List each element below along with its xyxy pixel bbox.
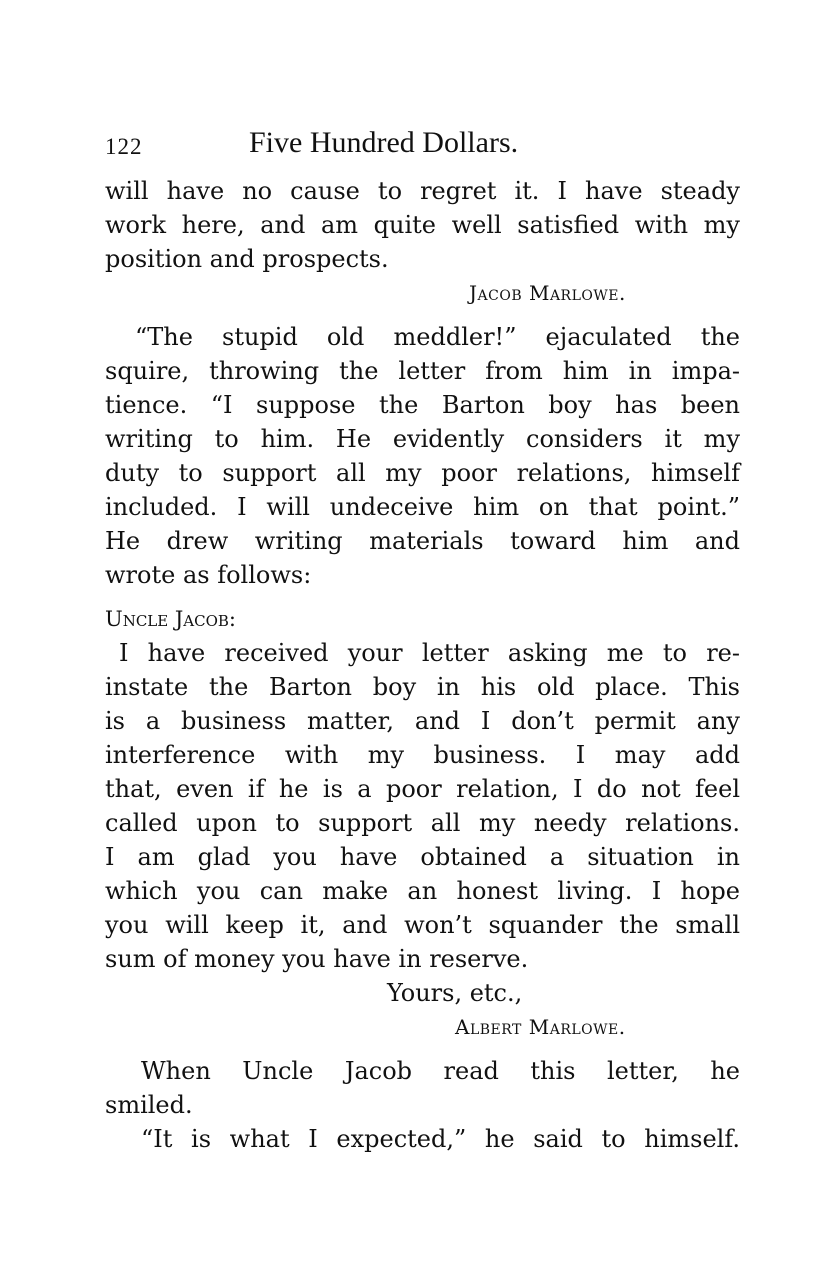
letter-salutation: Uncle Jacob: bbox=[105, 607, 237, 631]
text-line: “The stupid old meddler!” ejaculated the bbox=[135, 323, 740, 351]
text-line: wrote as follows: bbox=[105, 561, 312, 589]
book-page bbox=[105, 126, 740, 1156]
page-number: 122 bbox=[105, 134, 143, 159]
text-line: work here, and am quite well satisfied with my bbox=[105, 211, 740, 239]
text-line: squire, throwing the letter from him in impa- bbox=[105, 357, 740, 385]
text-line: instate the Barton boy in his old place. This bbox=[105, 673, 740, 701]
text-line: I am glad you have obtained a situation in bbox=[105, 843, 740, 871]
text-line: I have received your letter asking me to re- bbox=[119, 639, 740, 667]
letter-two bbox=[105, 602, 740, 1044]
running-title: Five Hundred Dollars. bbox=[249, 126, 519, 159]
page-header bbox=[105, 126, 740, 174]
text-line: smiled. bbox=[105, 1091, 193, 1119]
text-line: When Uncle Jacob read this letter, he bbox=[141, 1057, 740, 1085]
letter-closing: Yours, etc., bbox=[387, 979, 523, 1007]
text-line: interference with my business. I may add bbox=[105, 741, 740, 769]
letter-one-ending bbox=[105, 174, 740, 310]
text-line: duty to support all my poor relations, himself bbox=[105, 459, 740, 487]
text-line: sum of money you have in reserve. bbox=[105, 945, 529, 973]
text-line: included. I will undeceive him on that point.” bbox=[105, 493, 740, 521]
text-line: tience. “I suppose the Barton boy has been bbox=[105, 391, 740, 419]
narrative-paragraph bbox=[105, 320, 740, 592]
text-line: position and prospects. bbox=[105, 245, 389, 273]
text-line: “It is what I expected,” he said to himself. bbox=[141, 1125, 740, 1153]
narrative-paragraph-final bbox=[105, 1054, 740, 1156]
signature-albert-marlowe: Albert Marlowe. bbox=[455, 1015, 626, 1039]
text-line: will have no cause to regret it. I have steady bbox=[105, 177, 740, 205]
text-line: He drew writing materials toward him and bbox=[105, 527, 740, 555]
text-line: that, even if he is a poor relation, I do not feel bbox=[105, 775, 740, 803]
text-line: called upon to support all my needy relations. bbox=[105, 809, 740, 837]
text-line: writing to him. He evidently considers it my bbox=[105, 425, 740, 453]
text-line: you will keep it, and won’t squander the small bbox=[105, 911, 740, 939]
text-line: which you can make an honest living. I hope bbox=[105, 877, 740, 905]
signature-jacob-marlowe: Jacob Marlowe. bbox=[469, 281, 626, 305]
text-line: is a business matter, and I don’t permit any bbox=[105, 707, 740, 735]
